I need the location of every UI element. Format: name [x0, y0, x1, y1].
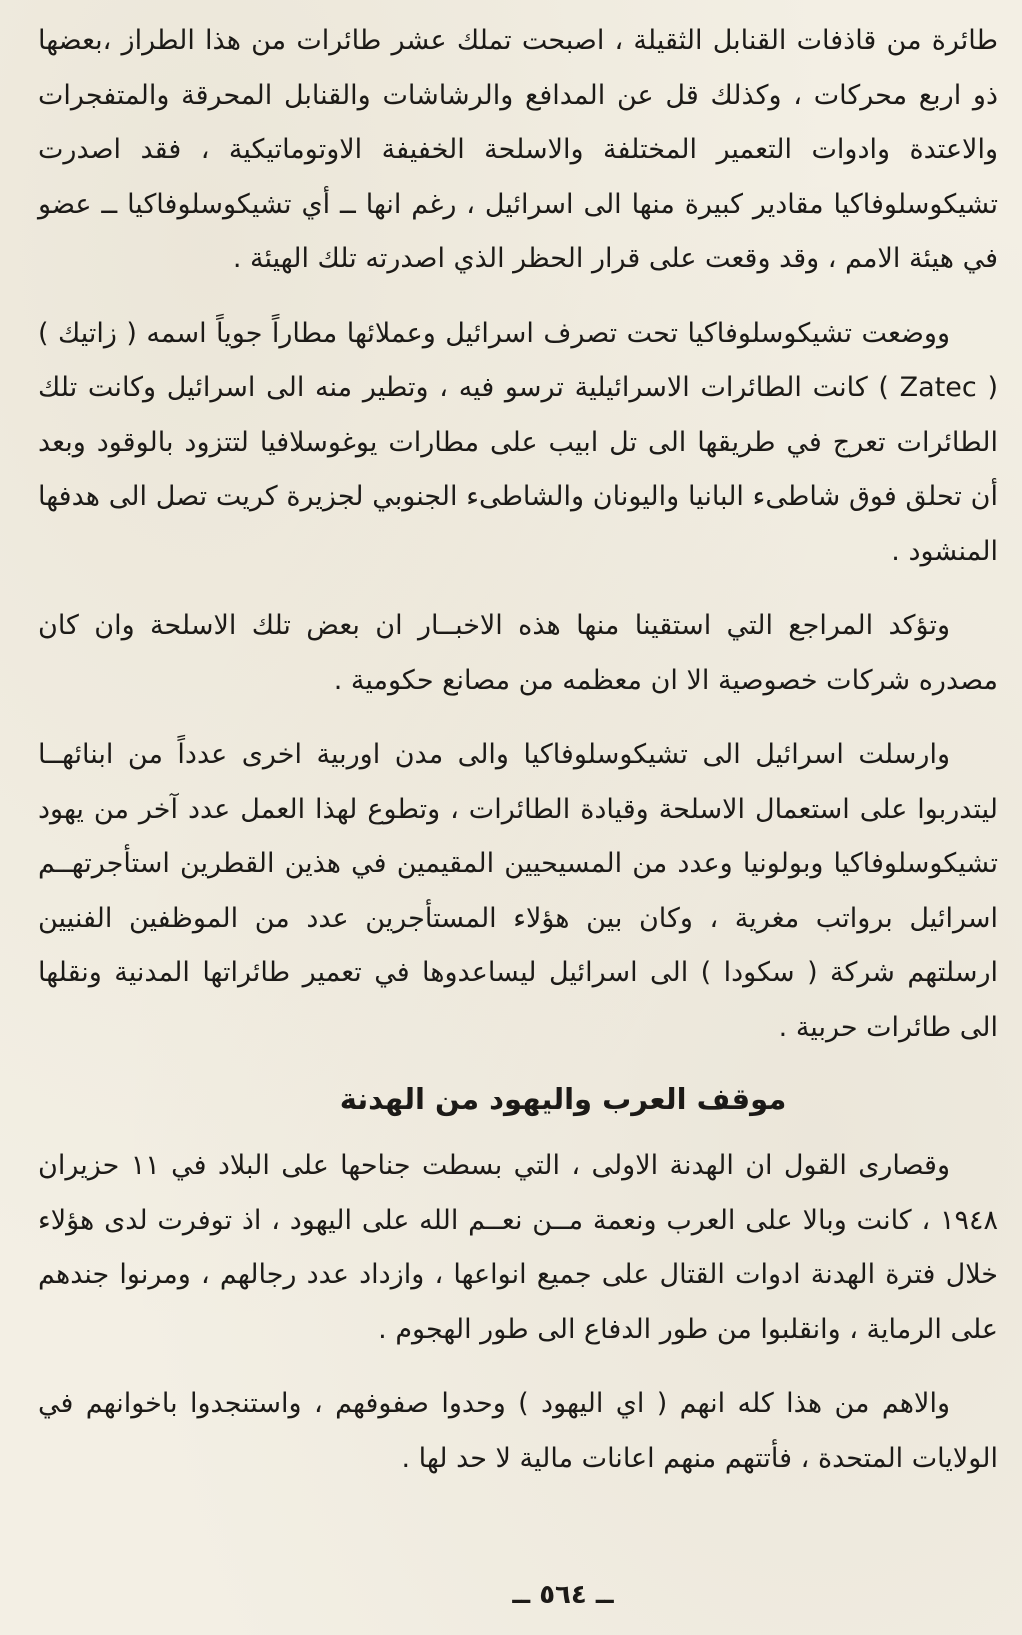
paragraph-sources: وتؤكد المراجع التي استقينا منها هذه الاخبــار ان بعض تلك الاسلحة وان كان مصدره شركات خصوصية الا ان معظمه من مصانع حكومية .: [38, 610, 998, 696]
paragraph-aircraft-weapons: طائرة من قاذفات القنابل الثقيلة ، اصبحت تملك عشر طائرات من هذا الطراز ،بعضها ذو اربع محركات ، وكذلك قل عن المدافع والرشاشات والقنابل المحرقة والمتفجرات والاعتدة وادوات التعمير المختلفة والاسلحة الخفيفة الاوتوماتيكية ، فقد اصدرت تشيكوسلوفاكيا مقادير كبيرة منها الى اسرائيل ، رغم انها ــ أي تشيكوسلوفاكيا ــ عضو في هيئة الامم ، وقد وقعت على قرار الحظر الذي اصدرته تلك الهيئة .: [38, 25, 998, 274]
paragraph-gap: [38, 579, 998, 599]
page-number: ــ ٥٦٤ ــ: [512, 1580, 614, 1610]
paragraph-unity: والاهم من هذا كله انهم ( اي اليهود ) وحدوا صفوفهم ، واستنجدوا باخوانهم في الولايات المتحدة ، فأتتهم منهم اعانات مالية لا حد لها .: [38, 1388, 998, 1474]
book-page: [38, 14, 998, 1615]
section-heading: موقف العرب واليهود من الهدنة: [339, 1082, 787, 1116]
paragraph-zatec-airfield: ووضعت تشيكوسلوفاكيا تحت تصرف اسرائيل وعملائها مطاراً جوياً اسمه ( زاتيك ) ( Zatec ) كانت الطائرات الاسرائيلية ترسو فيه ، وتطير منه الى اسرائيل وكانت تلك الطائرات تعرج في طريقها الى تل ابيب على مطارات يوغوسلافيا لتتزود بالوقود وبعد أن تحلق فوق شاطىء البانيا واليونان والشاطىء الجنوبي لجزيرة كريت تصل الى هدفها المنشود .: [38, 317, 998, 567]
paragraph-training: وارسلت اسرائيل الى تشيكوسلوفاكيا والى مدن اوربية اخرى عدداً من ابنائهــا ليتدربوا على استعمال الاسلحة وقيادة الطائرات ، وتطوع لهذا العمل عدد آخر من يهود تشيكوسلوفاكيا وبولونيا وعدد من المسيحيين المقيمين في هذين القطرين استأجرتهــم اسرائيل برواتب مغرية ، وكان بين هؤلاء المستأجرين عدد من الموظفين الفنيين ارسلتهم شركة ( سكودا ) الى اسرائيل ليساعدوها في تعمير طائراتها المدنية ونقلها الى طائرات حربية .: [38, 739, 998, 1043]
paragraph-gap: [38, 708, 998, 728]
paragraph-gap: [38, 287, 998, 307]
paragraph-gap: [38, 1357, 998, 1377]
paragraph-truce-summary: وقصارى القول ان الهدنة الاولى ، التي بسطت جناحها على البلاد في ١١ حزيران ١٩٤٨ ، كانت وبالا على العرب ونعمة مــن نعــم الله على اليهود ، اذ توفرت لدى هؤلاء خلال فترة الهدنة ادوات القتال على جميع انواعها ، وازداد عدد رجالهم ، ومرنوا جندهم على الرماية ، وانقلبوا من طور الدفاع الى طور الهجوم .: [38, 1150, 998, 1345]
